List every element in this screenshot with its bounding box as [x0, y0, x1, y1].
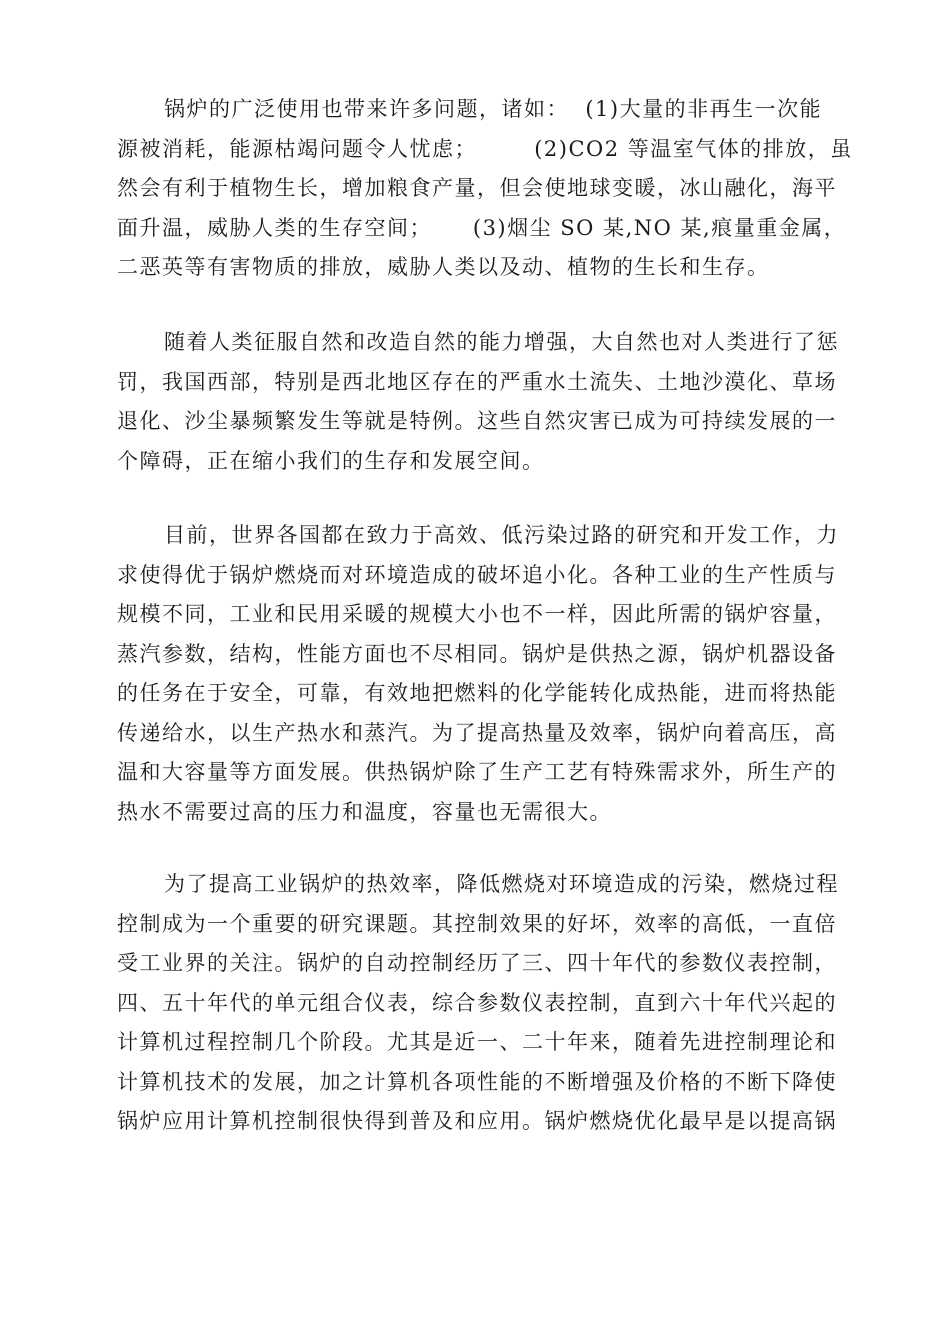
text-line: 锅炉的广泛使用也带来许多问题，诸如： (1)大量的非再生一次能 [164, 97, 823, 121]
text-line: 计算机过程控制几个阶段。尤其是近一、二十年来，随着先进控制理论和 [117, 1030, 837, 1054]
text-line: 控制成为一个重要的研究课题。其控制效果的好坏，效率的高低，一直倍 [117, 911, 837, 936]
text-line: 受工业界的关注。锅炉的自动控制经历了三、四十年代的参数仪表控制， [117, 951, 837, 975]
text-line: 目前，世界各国都在致力于高效、低污染过路的研究和开发工作，力 [164, 523, 839, 547]
text-line: 二恶英等有害物质的排放，威胁人类以及动、植物的生长和生存。 [117, 255, 770, 279]
paragraph-research-status [117, 516, 839, 832]
text-line: 退化、沙尘暴频繁发生等就是特例。这些自然灾害已成为可持续发展的一 [117, 409, 837, 433]
text-line: 然会有利于植物生长，增加粮食产量，但会使地球变暖，冰山融化，海平 [117, 176, 837, 200]
paragraph-boiler-problems [117, 90, 853, 288]
paragraph-nature-punishment [117, 323, 839, 481]
text-line: 热水不需要过高的压力和温度，容量也无需很大。 [117, 799, 612, 824]
text-line: 为了提高工业锅炉的热效率，降低燃烧对环境造成的污染，燃烧过程 [164, 872, 839, 896]
text-line: 个障碍，正在缩小我们的生存和发展空间。 [117, 448, 545, 473]
text-line: 求使得优于锅炉燃烧而对环境造成的破坏追小化。各种工业的生产性质与 [117, 562, 837, 587]
text-line: 温和大容量等方面发展。供热锅炉除了生产工艺有特殊需求外，所生产的 [117, 760, 837, 784]
paragraph-combustion-control [117, 865, 839, 1142]
text-line: 传递给水，以生产热水和蒸汽。为了提高热量及效率，锅炉向着高压，高 [117, 720, 837, 745]
text-line: 计算机技术的发展，加之计算机各项性能的不断增强及价格的不断下降使 [117, 1069, 837, 1094]
text-line: 锅炉应用计算机控制很快得到普及和应用。锅炉燃烧优化最早是以提高锅 [117, 1109, 837, 1133]
text-line: 四、五十年代的单元组合仪表，综合参数仪表控制，直到六十年代兴起的 [117, 990, 837, 1015]
text-line: 蒸汽参数，结构，性能方面也不尽相同。锅炉是供热之源，锅炉机器设备 [117, 641, 837, 666]
text-line: 面升温，威胁人类的生存空间； (3)烟尘 SO 某,NO 某,痕量重金属， [117, 215, 847, 240]
text-line: 规模不同，工业和民用采暖的规模大小也不一样，因此所需的锅炉容量， [117, 602, 837, 626]
text-line: 源被消耗，能源枯竭问题令人忧虑； (2)CO2 等温室气体的排放，虽 [117, 136, 853, 161]
text-line: 随着人类征服自然和改造自然的能力增强，大自然也对人类进行了惩 [164, 330, 839, 354]
text-line: 的任务在于安全，可靠，有效地把燃料的化学能转化成热能，进而将热能 [117, 681, 837, 705]
text-line: 罚，我国西部，特别是西北地区存在的严重水土流失、土地沙漠化、草场 [117, 369, 837, 394]
